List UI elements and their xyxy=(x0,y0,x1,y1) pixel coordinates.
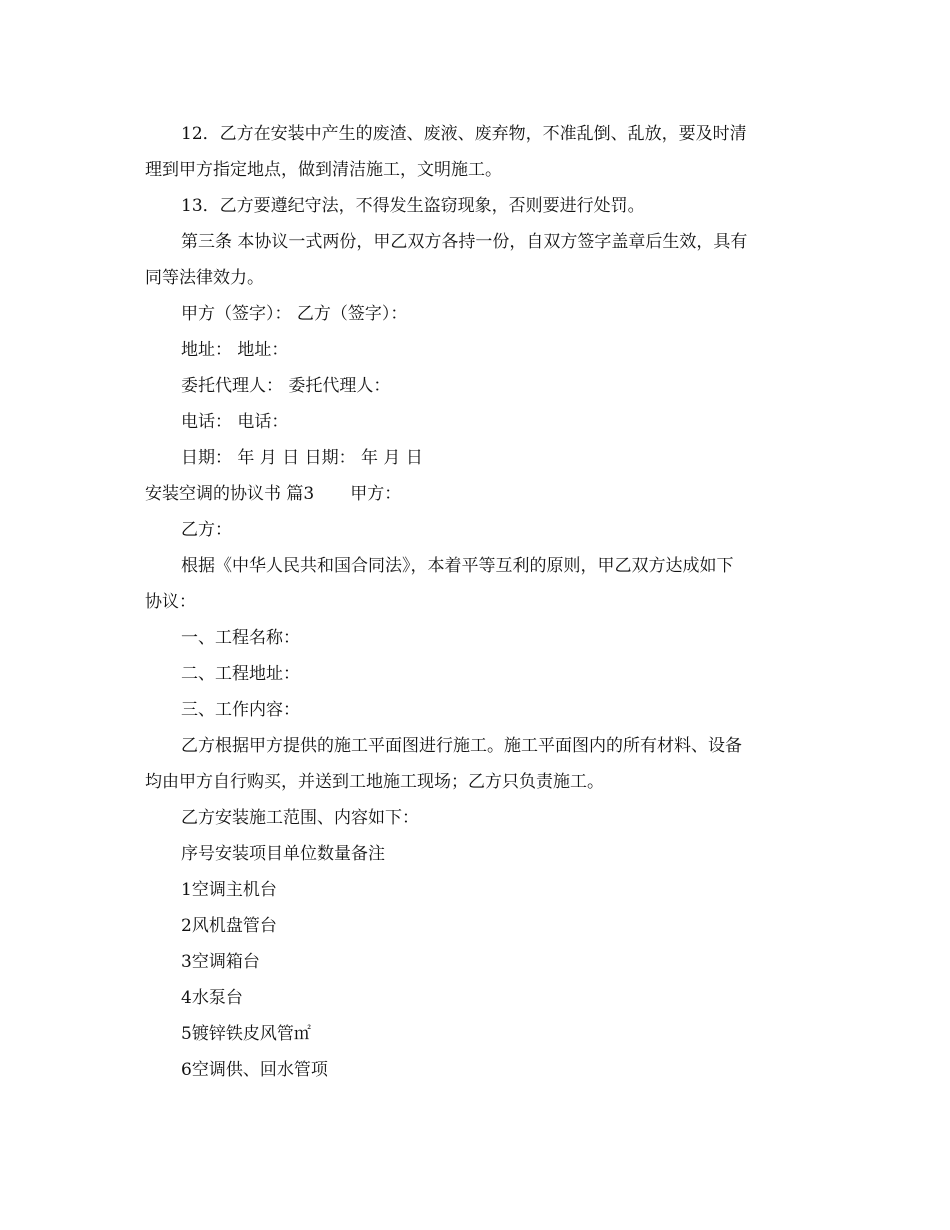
paragraph-line: 第三条 本协议一式两份，甲乙双方各持一份，自双方签字盖章后生效，具有 xyxy=(181,232,748,252)
paragraph-line: 同等法律效力。 xyxy=(145,268,264,288)
paragraph-line: 乙方根据甲方提供的施工平面图进行施工。施工平面图内的所有材料、设备 xyxy=(181,736,742,756)
phone-line: 电话： 电话： xyxy=(181,412,289,432)
section-heading: 安装空调的协议书 篇3 xyxy=(145,484,315,504)
paragraph-line: 13．乙方要遵纪守法，不得发生盗窃现象，否则要进行处罚。 xyxy=(181,196,645,216)
paragraph-line: 协议： xyxy=(145,592,196,612)
list-item: 1空调主机台 xyxy=(181,880,277,900)
list-item: 2风机盘管台 xyxy=(181,916,277,936)
list-item: 4水泵台 xyxy=(181,988,243,1008)
paragraph-line: 均由甲方自行购买，并送到工地施工现场；乙方只负责施工。 xyxy=(145,772,604,792)
work-content-line: 三、工作内容： xyxy=(181,700,300,720)
agent-line: 委托代理人： 委托代理人： xyxy=(181,376,391,396)
section-heading-line xyxy=(145,476,805,512)
date-line: 日期： 年 月 日 日期： 年 月 日 xyxy=(181,448,423,468)
list-item: 6空调供、回水管项 xyxy=(181,1060,328,1080)
address-line: 地址： 地址： xyxy=(181,340,289,360)
paragraph-line: 理到甲方指定地点，做到清洁施工，文明施工。 xyxy=(145,160,502,180)
project-name-line: 一、工程名称： xyxy=(181,628,300,648)
paragraph-line: 根据《中华人民共和国合同法》，本着平等互利的原则，甲乙双方达成如下 xyxy=(181,556,734,576)
party-b-label: 乙方： xyxy=(181,520,232,540)
document-body xyxy=(145,116,805,1088)
list-item: 5镀锌铁皮风管㎡ xyxy=(181,1024,311,1044)
party-a-label: 甲方： xyxy=(350,484,402,504)
paragraph-line: 12．乙方在安装中产生的废渣、废液、废弃物，不准乱倒、乱放，要及时清 xyxy=(181,124,747,144)
paragraph-line: 乙方安装施工范围、内容如下： xyxy=(181,808,419,828)
signature-line: 甲方（签字）： 乙方（签字）： xyxy=(181,304,408,324)
list-item: 3空调箱台 xyxy=(181,952,260,972)
project-address-line: 二、工程地址： xyxy=(181,664,300,684)
table-header-line: 序号安装项目单位数量备注 xyxy=(181,844,385,864)
